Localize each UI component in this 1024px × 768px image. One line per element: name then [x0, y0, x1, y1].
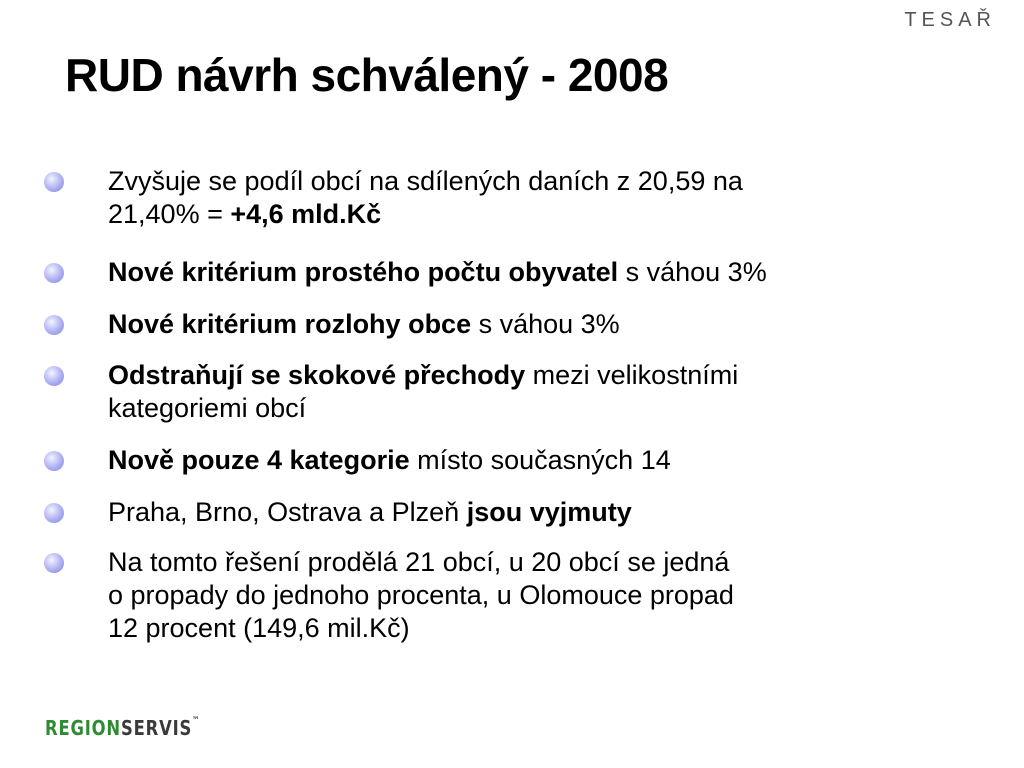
bullet-dot-icon — [44, 553, 64, 573]
bullet-text — [108, 165, 928, 231]
bullet-text-normal: mezi velikostními — [525, 360, 739, 390]
bullet-text — [108, 546, 928, 645]
bullet-text-line: o propady do jednoho procenta, u Olomouce propad — [108, 580, 734, 610]
bullet-text-normal: místo současných 14 — [409, 445, 671, 475]
bullet-text-line: 12 procent (149,6 mil.Kč) — [108, 613, 410, 643]
bullet-text-bold: Nově pouze 4 kategorie — [108, 445, 410, 475]
bullet-text-normal: Zvyšuje se podíl obcí na sdílených daních z 20,59 na — [108, 166, 743, 196]
bullet-text-bold: +4,6 mld.Kč — [230, 199, 382, 229]
bullet-dot-icon — [44, 451, 64, 471]
bullet-text-normal: s váhou 3% — [618, 257, 767, 287]
bullet-text-line: Na tomto řešení prodělá 21 obcí, u 20 obcí se jedná — [108, 547, 730, 577]
trademark-icon: ™ — [192, 716, 201, 726]
bullet-text — [108, 308, 928, 341]
bullet-text-bold: Nové kritérium rozlohy obce — [108, 309, 472, 339]
bullet-dot-icon — [44, 315, 64, 335]
slide-title: RUD návrh schválený - 2008 — [65, 49, 669, 101]
bullet-dot-icon — [44, 172, 64, 192]
bullet-dot-icon — [44, 503, 64, 523]
bullet-text-bold: Nové kritérium prostého počtu obyvatel — [108, 257, 619, 287]
bullet-text — [108, 496, 928, 529]
bullet-dot-icon — [44, 366, 64, 386]
bullet-dot-icon — [44, 263, 64, 283]
bullet-text-normal: kategoriemi obcí — [108, 393, 307, 423]
bullet-text — [108, 444, 928, 477]
logo-part-region: REGION — [45, 716, 121, 740]
bullet-text-normal: s váhou 3% — [471, 309, 620, 339]
bullet-text-normal: Praha, Brno, Ostrava a Plzeň — [108, 497, 467, 527]
brand-label: TESAŘ — [904, 9, 996, 31]
logo-part-servis: SERVIS — [120, 716, 193, 740]
bullet-text-normal: 21,40% = — [108, 199, 231, 229]
bullet-text — [108, 359, 928, 425]
regionservis-logo — [45, 716, 200, 740]
bullet-text — [108, 256, 928, 289]
bullet-text-bold: jsou vyjmuty — [466, 497, 632, 527]
bullet-text-bold: Odstraňují se skokové přechody — [108, 360, 526, 390]
